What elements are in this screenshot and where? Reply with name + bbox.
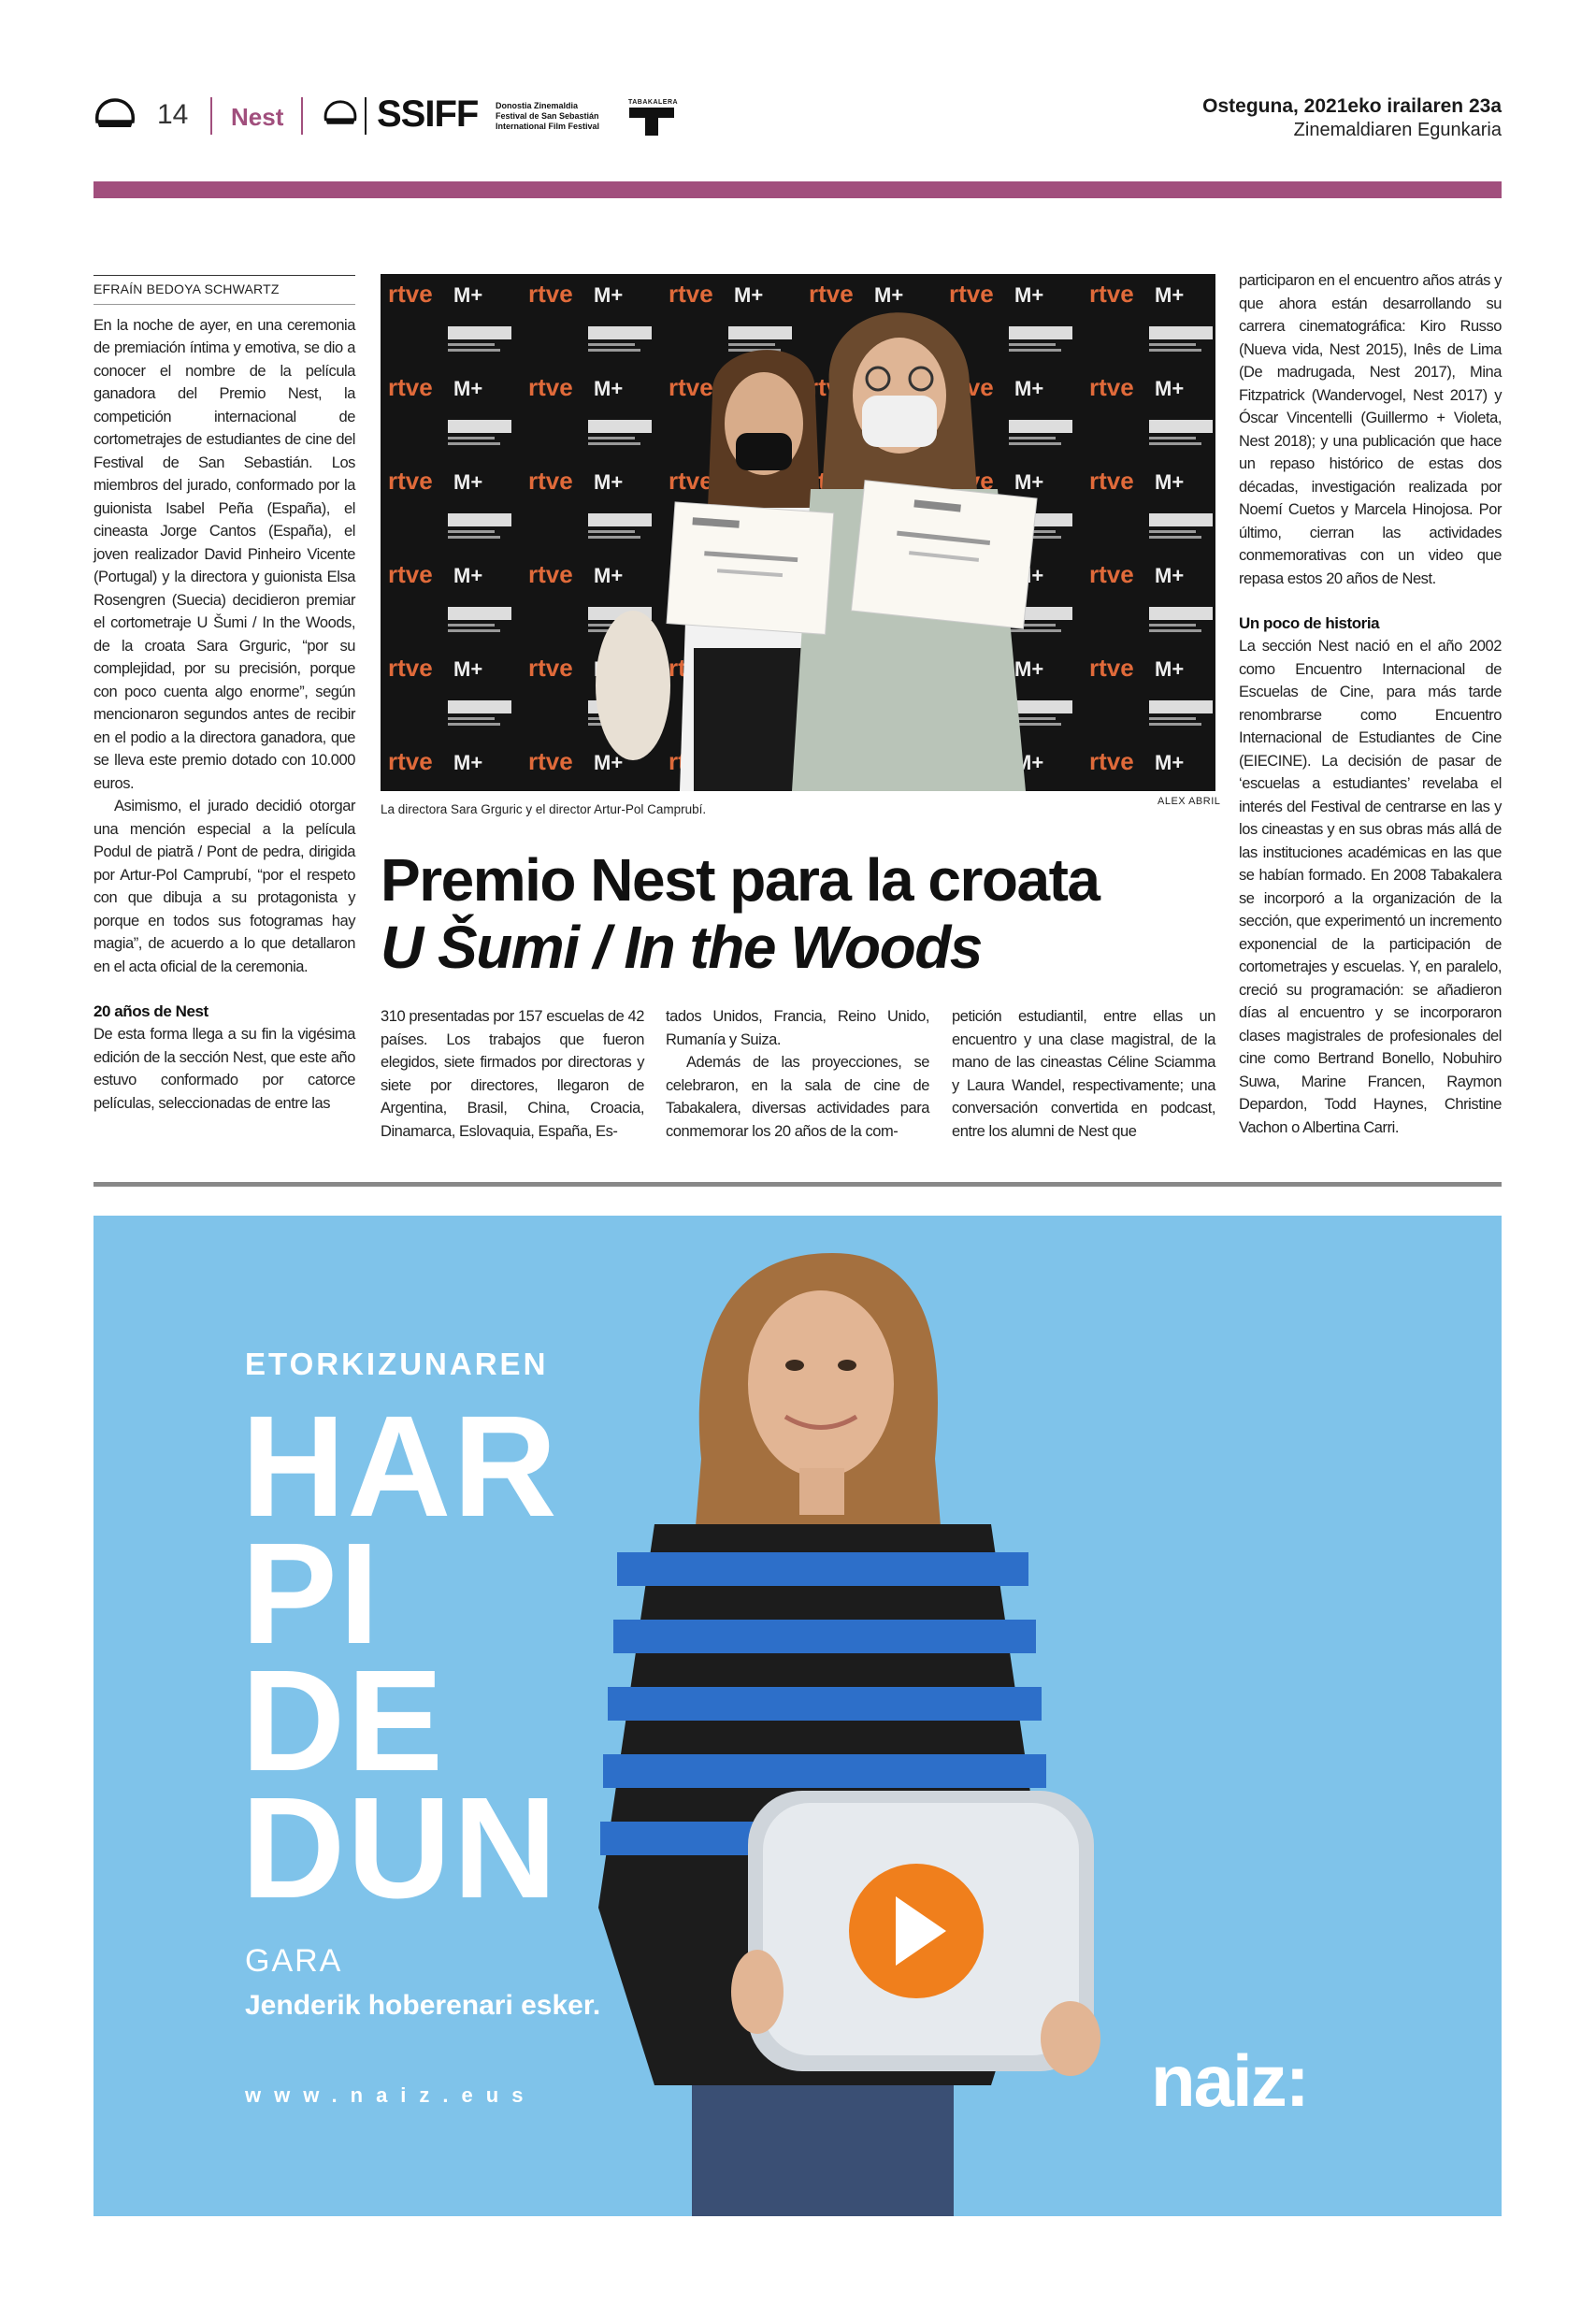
byline: EFRAÍN BEDOYA SCHWARTZ (93, 275, 355, 305)
ssiff-logo: SSIFF (377, 94, 479, 135)
header-divider (210, 97, 212, 135)
article-divider (93, 1182, 1502, 1187)
article-column-5 (1239, 269, 1502, 1139)
article-column-3 (666, 1005, 929, 1143)
shell-logo-icon (93, 97, 137, 133)
headline-line-1: Premio Nest para la croata (381, 846, 1100, 914)
paragraph: Además de las proyecciones, se celebraron, en la sala de cine de Tabakalera, diversas actividades para conmemorar los 20 años de la com- (666, 1054, 929, 1140)
paragraph: 310 presentadas por 157 escuelas de 42 países. Los trabajos que fueron elegidos, siete firmados por directoras y siete por directores, llegaron de Argentina, Brasil, China, Croacia, Dinamarca, Eslovaquia, España, Es- (381, 1008, 644, 1140)
photo-caption: La directora Sara Grguric y el director Artur-Pol Camprubí. (381, 802, 707, 816)
header-divider (301, 97, 303, 135)
ad-headline: HAR PI DE DUN (241, 1386, 559, 1928)
page-number: 14 (157, 99, 189, 130)
headline (381, 846, 1222, 981)
ad-url-link[interactable]: www.naiz.eus (245, 2083, 537, 2107)
paragraph: petición estudiantil, entre ellas un encuentro y una clase magistral, de la mano de las cineastas Céline Sciamma y Laura Wandel, respectivamente; una conversación convertida en podcast, entre los alumni de Nest que (952, 1008, 1215, 1140)
subheading: Un poco de historia (1239, 614, 1380, 632)
article-photo (381, 274, 1215, 791)
headline-line-2: U Šumi / In the Woods (381, 914, 982, 981)
shell-logo-icon (323, 99, 358, 129)
paragraph: En la noche de ayer, en una ceremonia de premiación íntima y emotiva, se dio a conocer el nombre de la película ganadora del Premio Nest, la competición internacional de cortometrajes de estudiantes de cine del Festival de San Sebastián. Los miembros del jurado, conformado por la guionista Isabel Peña (España), el cineasta Jorge Cantos (España), el joven realizador David Pinheiro Vicente (Portugal) y la directora y guionista Elsa Rosengren (Suecia) decidieron premiar el cortometraje U Šumi / In the Woods, de la croata Sara Grguric, “por su complejidad, por su precisión, porque con poco cuenta algo enorme”, según mencionaron segundos antes de recibir en el podio a la directora ganadora, que se lleva este premio dotado con 10.000 euros. (93, 316, 355, 792)
article-column-2 (381, 1005, 644, 1143)
article-column-1 (93, 275, 355, 1115)
festival-subtitle: Donostia Zinemaldia Festival de San Sebastián International Film Festival (496, 101, 600, 131)
advertisement[interactable] (93, 1216, 1502, 2216)
article-column-4 (952, 1005, 1215, 1143)
subheading: 20 años de Nest (93, 1002, 208, 1020)
press-wall-photo-icon (381, 274, 1215, 791)
paragraph: De esta forma llega a su fin la vigésima edición de la sección Nest, que este año estuvo conformado por catorce películas, seleccionadas de entre las (93, 1026, 355, 1112)
tabakalera-logo: TABAKALERA (628, 99, 675, 140)
ad-gara: GARA (245, 1943, 343, 1979)
section-name: Nest (231, 103, 284, 131)
paragraph: tados Unidos, Francia, Reino Unido, Rumanía y Suiza. (666, 1008, 929, 1048)
paragraph: La sección Nest nació en el año 2002 como Encuentro Internacional de Escuelas de Cine, para más tarde renombrarse como Encuentro Internacional de Estudiantes de Cine (EIECINE). La decisión de pasar de ‘escuelas a estudiantes’ revelaba el interés del Festival de centrarse en las y los cineastas y en sus obras más allá de las instituciones académicas en las que se habían formado. En 2008 Tabakalera se incorporó a la organización de la sección, que experimentó un incremento exponencial de la participación de cortometrajes y escuelas. Y, en paralelo, creció su programación: se añadieron días al encuentro y se incorporaron clases magistrales de profesionales del cine como Bertrand Bonello, Nobuhiro Suwa, Marine Francen, Raymon Depardon, Todd Haynes, Christine Vachon o Albertina Carri. (1239, 638, 1502, 1136)
ad-kicker: ETORKIZUNAREN (245, 1347, 549, 1381)
paragraph: participaron en el encuentro años atrás y que ahora están desarrollando su carrera cinematográfica: Kiro Russo (Nueva vida, Nest 2015), Inês de Lima (De madrugada, Nest 2017), Mina Fitzpatrick (Wandervogel, Nest 2017) y Óscar Vincentelli (Guillermo + Violeta, Nest 2018); y una publicación que hace un repaso histórico de estas dos décadas, investigación realizada por Noemí Cuetos y Marcela Hinojosa. Por último, cierran las actividades conmemorativas con un video que repasa estos 20 años de Nest. (1239, 272, 1502, 587)
paragraph: Asimismo, el jurado decidió otorgar una mención especial a la película Podul de piatră / Pont de pedra, dirigida por Artur-Pol Camprubí, “por el respeto con que dibuja a su protagonista y porque en todos sus fotogramas hay magia”, de acuerdo a lo que detallaron en el acta oficial de la ceremonia. (93, 798, 355, 975)
photo-credit: ALEX ABRIL (1157, 796, 1221, 807)
tabakalera-t-icon (629, 106, 674, 136)
paper-name: Zinemaldiaren Egunkaria (1293, 120, 1502, 140)
ad-tagline: Jenderik hoberenari esker. (245, 1990, 601, 2021)
page-header (93, 94, 1502, 150)
logo-divider (365, 97, 367, 135)
section-color-bar (93, 181, 1502, 198)
naiz-logo: naiz: (1151, 2039, 1308, 2122)
issue-date: Osteguna, 2021eko irailaren 23a (1202, 95, 1502, 117)
